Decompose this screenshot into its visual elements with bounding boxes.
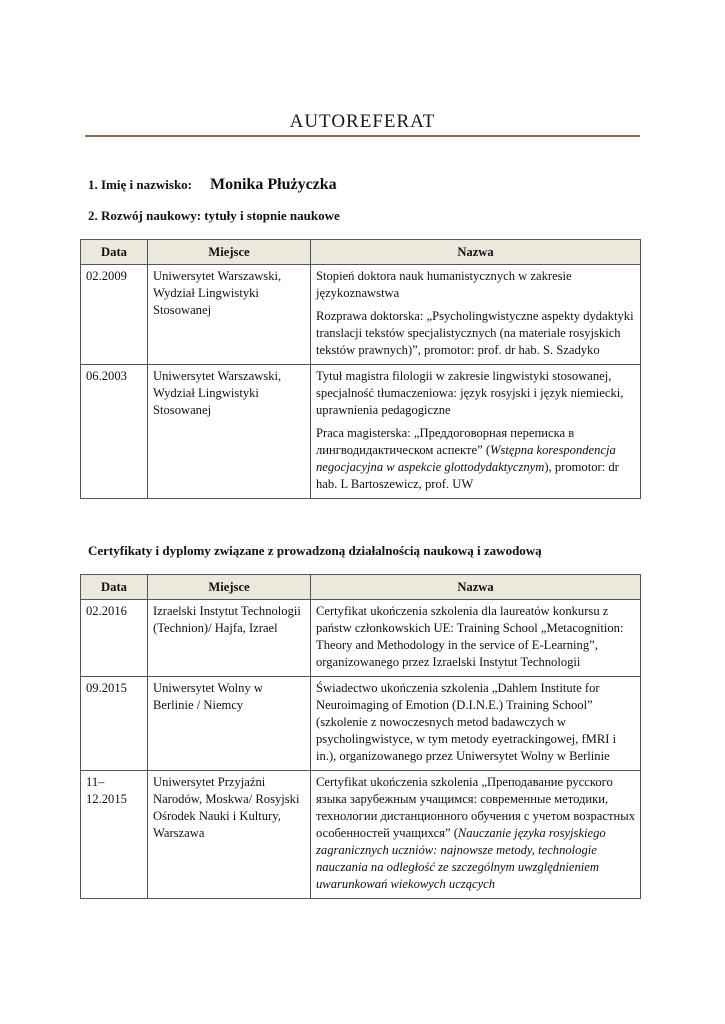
title-divider	[85, 135, 640, 137]
table-row	[81, 771, 641, 899]
degree-description	[311, 265, 641, 365]
certificate-place: Uniwersytet Wolny w Berlinie / Niemcy	[148, 677, 311, 771]
certificate-place: Izraelski Instytut Technologii (Technion)/ Hajfa, Izrael	[148, 600, 311, 677]
degree-description	[311, 365, 641, 499]
degree-place: Uniwersytet Warszawski, Wydział Lingwistyki Stosowanej	[148, 265, 311, 365]
table-row	[81, 677, 641, 771]
certificate-translation: Nauczanie języka rosyjskiego zagranicznych uczniów: najnowsze metody, technologie nauczania na odległość ze szczególnym uwzględnieniem uwarunkowań wiekowych uczących	[316, 826, 606, 891]
thesis-text-c: ), promotor: dr hab. L Bartoszewicz, prof. UW	[316, 460, 619, 491]
header-name: Nazwa	[311, 575, 641, 600]
certificate-date: 11–12.2015	[81, 771, 148, 899]
table-header-row	[81, 575, 641, 600]
table-row	[81, 600, 641, 677]
header-place: Miejsce	[148, 575, 311, 600]
degrees-table	[80, 239, 641, 499]
degrees-heading: 2. Rozwój naukowy: tytuły i stopnie naukowe	[88, 208, 340, 223]
thesis-translation: Wstępna korespondencja negocjacyjna w aspekcie glottodydaktycznym	[316, 443, 616, 474]
table-header-row	[81, 240, 641, 265]
thesis-text-a: Praca magisterska: „Преддоговорная переписка в лингводидактическом аспекте” (	[316, 426, 575, 457]
document-title: AUTOREFERAT	[289, 111, 436, 132]
certificate-place: Uniwersytet Przyjaźni Narodów, Moskwa/ Rosyjski Ośrodek Nauki i Kultury, Warszawa	[148, 771, 311, 899]
certificate-date: 02.2016	[81, 600, 148, 677]
degree-place: Uniwersytet Warszawski, Wydział Lingwistyki Stosowanej	[148, 365, 311, 499]
certificates-table	[80, 574, 641, 899]
header-name: Nazwa	[311, 240, 641, 265]
certificate-description: Świadectwo ukończenia szkolenia „Dahlem Institute for Neuroimaging of Emotion (D.I.N.E.) Training School” (szkolenie z nowoczesnych metod badawczych w psycholingwistyce, w tym metody eyetrackingowej, fMRI i in.), organizowanego przez Uniwersytet Wolny w Berlinie	[311, 677, 641, 771]
table-row	[81, 365, 641, 499]
degree-title: Stopień doktora nauk humanistycznych w zakresie językoznawstwa	[316, 269, 572, 300]
thesis	[316, 425, 635, 493]
header-place: Miejsce	[148, 240, 311, 265]
certificate-description: Certyfikat ukończenia szkolenia dla laureatów konkursu z państw członkowskich UE: Training School „Metacognition: Theory and Methodology in the service of E-Learning”, organizowanego przez Izraelski Instytut Technologii	[311, 600, 641, 677]
dissertation: Rozprawa doktorska: „Psycholingwistyczne aspekty dydaktyki translacji tekstów specjalistycznych (na materiale rosyjskich tekstów prawnych)”, promotor: prof. dr hab. S. Szadyko	[316, 309, 634, 357]
header-date: Data	[81, 240, 148, 265]
certificate-description	[311, 771, 641, 899]
degree-date: 06.2003	[81, 365, 148, 499]
header-date: Data	[81, 575, 148, 600]
degree-date: 02.2009	[81, 265, 148, 365]
certificate-date: 09.2015	[81, 677, 148, 771]
degree-title: Tytuł magistra filologii w zakresie lingwistyki stosowanej, specjalność tłumaczeniowa: język rosyjski i język niemiecki, uprawnienia pedagogiczne	[316, 369, 624, 417]
name-label: 1. Imię i nazwisko:	[88, 177, 192, 192]
name-line	[88, 176, 337, 194]
certificates-heading: Certyfikaty i dyplomy związane z prowadzoną działalnością naukową i zawodową	[88, 543, 542, 558]
certificate-text-a: Certyfikat ukończenia szkolenia „Преподавание русского языка зарубежным учащимся: современные методики, технологии дистанционного обучения с учетом возрастных особенностей учащихся” (	[316, 775, 635, 840]
person-name: Monika Płużyczka	[210, 176, 337, 193]
table-row	[81, 265, 641, 365]
